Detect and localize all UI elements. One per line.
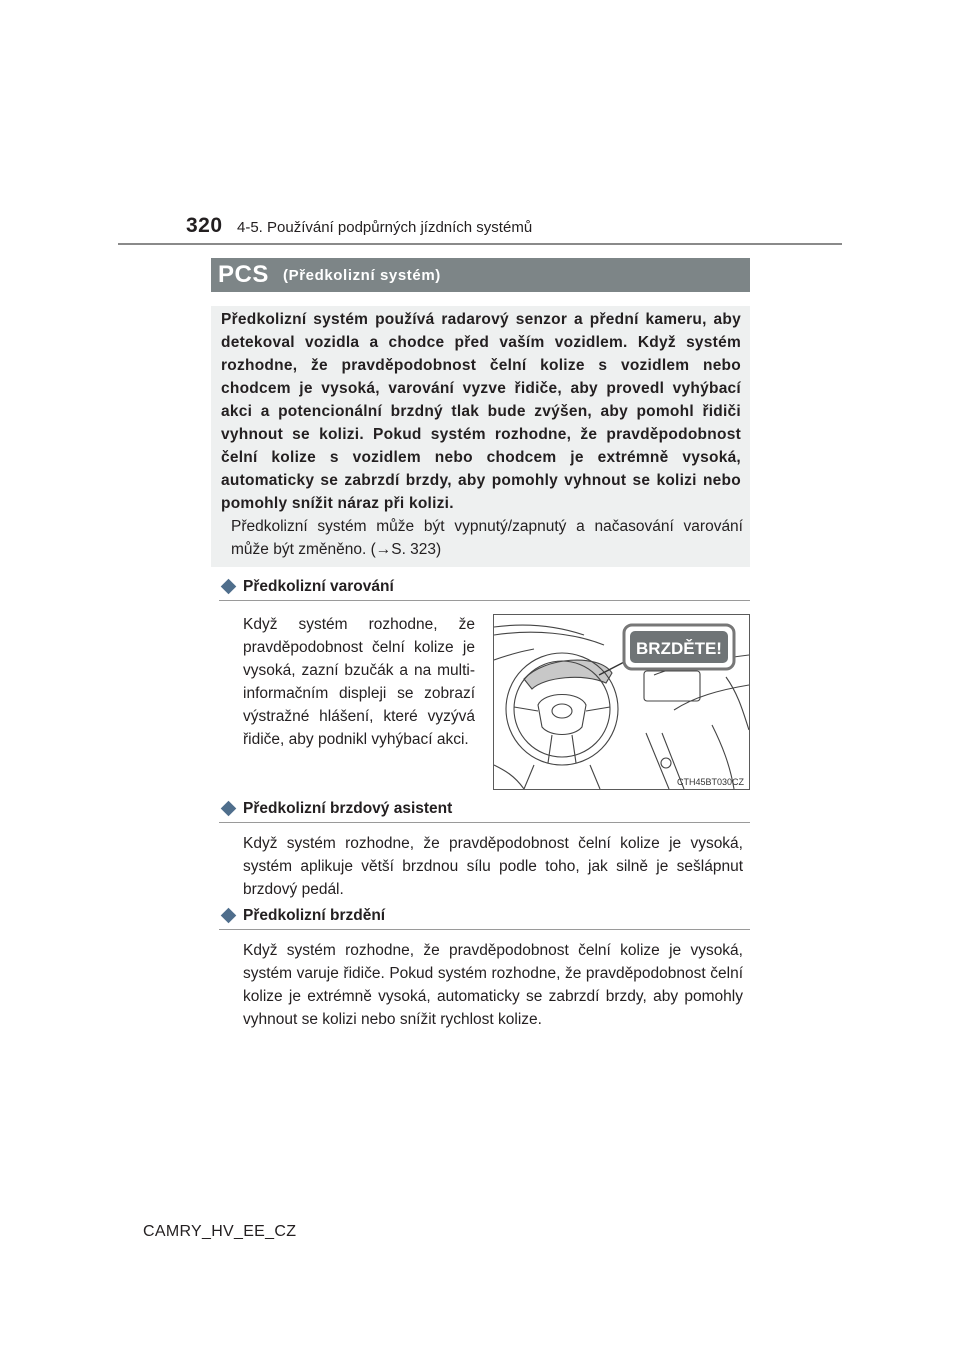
diamond-bullet-icon xyxy=(221,579,237,595)
section-title: PCS xyxy=(218,261,269,288)
subsection-heading-brake-assist xyxy=(220,800,452,818)
document-code: CAMRY_HV_EE_CZ xyxy=(143,1223,297,1240)
subsection-divider xyxy=(219,600,750,601)
subsection-text-braking: Když systém rozhodne, že pravděpodobnost čelní kolize je vysoká, systém varuje řidiče. Pokud systém rozhodne, že pravděpodobnost čelní kolize je extrémně vysoká, automaticky se zabrzdí brzdy, aby pomohly vyhnout se kolizi nebo snížit rychlost kolize. xyxy=(243,942,743,1028)
intro-box xyxy=(211,306,750,567)
intro-text: Předkolizní systém používá radarový senzor a přední kameru, aby detekoval vozidla a chodce před vaším vozidlem. Když systém rozhodne, že pravděpodobnost čelní kolize s vozidlem nebo chodcem je vysoká, varování vyzve řidiče, aby provedl vyhýbací akci a potencionální brzdný tlak bude zvýšen, aby pomohl řidiči vyhnout se kolizi. Pokud systém rozhodne, že pravděpodobnost čelní kolize s vozidlem nebo chodcem je extrémně vysoká, automaticky se zabrzdí brzdy, aby pomohly vyhnout se kolizi nebo pomohly snížit náraz při kolizi. xyxy=(221,311,741,512)
header-divider xyxy=(118,243,842,245)
chapter-title: 4-5. Používání podpůrných jízdních systémů xyxy=(237,219,533,236)
section-subtitle: (Předkolizní systém) xyxy=(283,267,441,284)
subsection-text-warning: Když systém rozhodne, že pravděpodobnost čelní kolize je vysoká, zazní bzučák a na multi-informačním displeji se zobrazí výstražné hlášení, které vyzývá řidiče, aby podnikl vyhýbací akci. xyxy=(243,616,475,748)
subsection-heading-label: Předkolizní brzdění xyxy=(243,907,386,924)
warning-message: BRZDĚTE! xyxy=(636,639,722,658)
subsection-text-brake-assist: Když systém rozhodne, že pravděpodobnost čelní kolize je vysoká, systém aplikuje větší brzdnou sílu podle toho, jak silně je sešlápnut brzdový pedál. xyxy=(243,835,743,898)
subsection-heading-label: Předkolizní varování xyxy=(243,578,394,595)
page-number: 320 xyxy=(186,214,223,237)
illustration-code: CTH45BT030CZ xyxy=(676,777,744,787)
dashboard-illustration xyxy=(493,614,750,790)
subsection-heading-warning xyxy=(220,578,394,596)
diamond-bullet-icon xyxy=(221,908,237,924)
steering-wheel-illustration xyxy=(494,615,749,789)
intro-note: Předkolizní systém může být vypnutý/zapnutý a načasování varování může být změněno. (→S. 323) xyxy=(231,518,743,558)
diamond-bullet-icon xyxy=(221,801,237,817)
section-title-bar xyxy=(211,258,750,292)
subsection-divider xyxy=(219,822,750,823)
subsection-heading-label: Předkolizní brzdový asistent xyxy=(243,800,453,817)
subsection-divider xyxy=(219,929,750,930)
subsection-heading-braking xyxy=(220,907,385,925)
